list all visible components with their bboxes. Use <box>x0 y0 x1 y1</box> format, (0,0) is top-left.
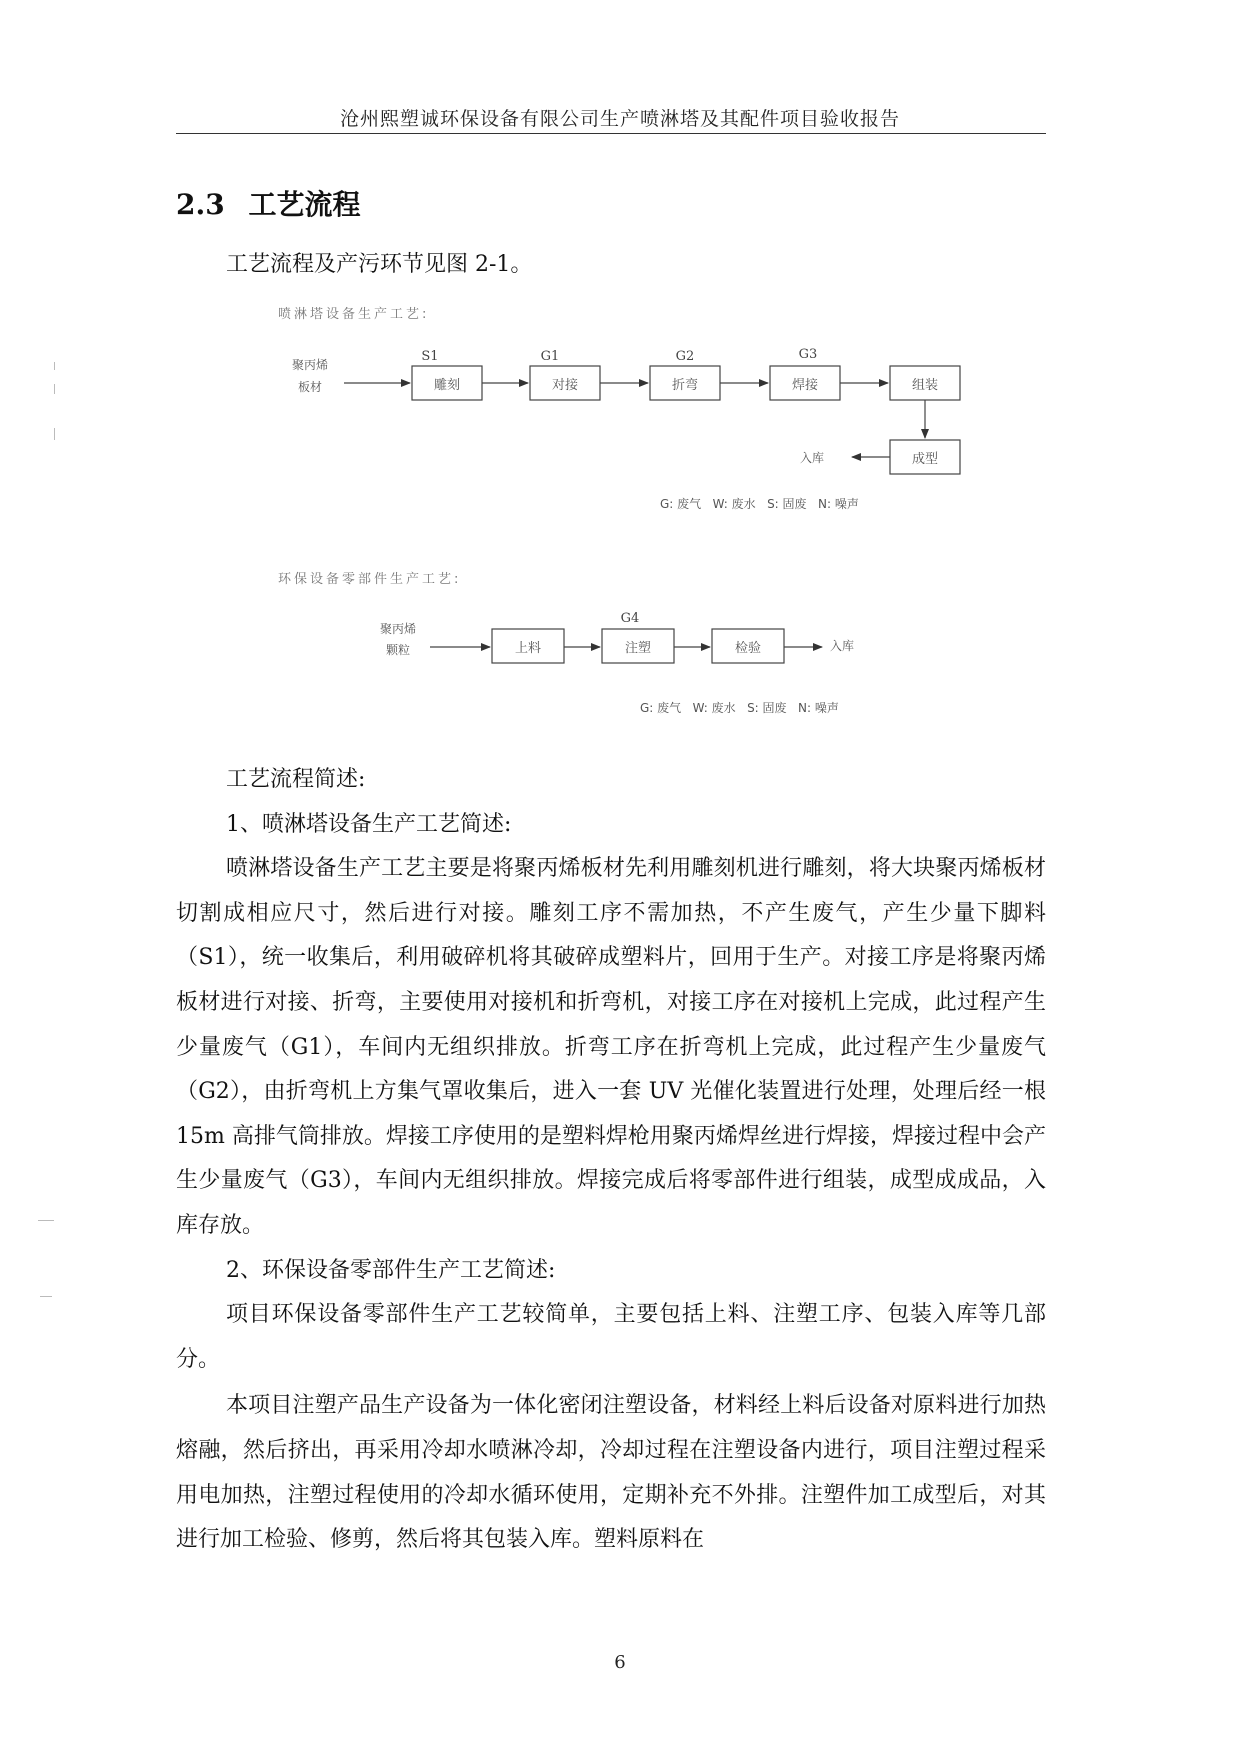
diagram2-input-line1: 聚丙烯 <box>380 622 417 636</box>
diagram1-step-label-1: 雕刻 <box>433 378 461 393</box>
diagram1-step-label-5: 组装 <box>911 378 939 393</box>
diagram1-step-label-2: 对接 <box>551 378 579 393</box>
section-title: 工艺流程 <box>248 188 361 221</box>
page-number: 6 <box>614 1652 626 1673</box>
diagram2-caption: 环保设备零部件生产工艺: <box>278 572 462 587</box>
body-text <box>176 758 1046 1563</box>
scan-mark <box>54 384 55 394</box>
diagram1-step-code-2: G1 <box>540 349 560 364</box>
sub1-title: 1、喷淋塔设备生产工艺简述: <box>226 811 512 837</box>
header-title: 沧州熙塑诚环保设备有限公司生产喷淋塔及其配件项目验收报告 <box>339 108 900 130</box>
diagram2-step-label-2: 注塑 <box>624 641 652 656</box>
sub2-title: 2、环保设备零部件生产工艺简述: <box>226 1257 556 1283</box>
section-number: 2.3 <box>176 188 225 221</box>
diagram2-step-label-1: 上料 <box>514 641 542 656</box>
diagram1 <box>278 306 960 511</box>
scan-mark <box>38 1220 54 1221</box>
diagram1-step-label-3: 折弯 <box>671 378 699 393</box>
diagram2-input-line2: 颗粒 <box>386 643 411 657</box>
scan-mark <box>40 1296 52 1297</box>
sub2-paragraph-2: 本项目注塑产品生产设备为一体化密闭注塑设备，材料经上料后设备对原料进行加热熔融，然后挤出，再采用冷却水喷淋冷却，冷却过程在注塑设备内进行，项目注塑过程采用电加热，注塑过程使用的冷却水循环使用，定期补充不外排。注塑件加工成型后，对其进行加工检验、修剪，然后将其包装入库。塑料原料在 <box>176 1393 1046 1553</box>
diagram1-step-label-4: 焊接 <box>791 378 819 393</box>
diagram1-step-code-4: G3 <box>798 347 818 362</box>
overview-title: 工艺流程简述: <box>226 767 366 792</box>
diagram1-input-line1: 聚丙烯 <box>292 358 329 372</box>
diagram1-step-code-3: G2 <box>675 349 695 364</box>
scan-mark <box>54 362 55 370</box>
diagram2-output: 入库 <box>830 639 855 653</box>
scan-mark <box>54 428 55 440</box>
intro-text: 工艺流程及产污环节见图 2-1。 <box>226 252 533 277</box>
sub2-paragraph-1: 项目环保设备零部件生产工艺较简单，主要包括上料、注塑工序、包装入库等几部分。 <box>176 1302 1046 1372</box>
diagram1-step-label-6: 成型 <box>911 452 939 467</box>
diagram1-caption: 喷淋塔设备生产工艺: <box>278 307 430 322</box>
diagram2-legend: G: 废气 W: 废水 S: 固废 N: 噪声 <box>640 701 839 715</box>
sub1-paragraph: 喷淋塔设备生产工艺主要是将聚丙烯板材先利用雕刻机进行雕刻，将大块聚丙烯板材切割成相应尺寸，然后进行对接。雕刻工序不需加热，不产生废气，产生少量下脚料（S1），统一收集后，利用破碎机将其破碎成塑料片，回用于生产。对接工序是将聚丙烯板材进行对接、折弯，主要使用对接机和折弯机，对接工序在对接机上完成，此过程产生少量废气（G1），车间内无组织排放。折弯工序在折弯机上完成，此过程产生少量废气（G2），由折弯机上方集气罩收集后，进入一套 UV 光催化装置进行处理，处理后经一根 15m 高排气筒排放。焊接工序使用的是塑料焊枪用聚丙烯焊丝进行焊接，焊接过程中会产生少量废气（G3），车间内无组织排放。焊接完成后将零部件进行组装，成型成成品，入库存放。 <box>176 856 1046 1238</box>
diagram2 <box>278 571 854 715</box>
diagram1-legend: G: 废气 W: 废水 S: 固废 N: 噪声 <box>660 497 859 511</box>
diagram2-step-label-3: 检验 <box>734 641 762 656</box>
process-flow-diagram <box>0 0 1240 760</box>
diagram1-input-line2: 板材 <box>298 380 323 394</box>
diagram1-output: 入库 <box>800 451 825 465</box>
diagram2-step-code-2: G4 <box>620 611 640 626</box>
diagram1-step-code-1: S1 <box>421 349 439 364</box>
